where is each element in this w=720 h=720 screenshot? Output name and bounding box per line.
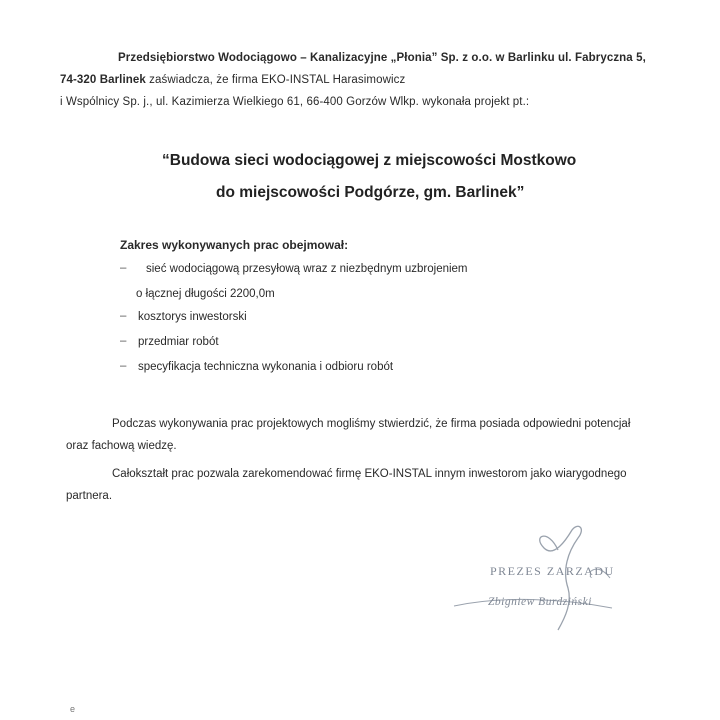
header-line-1: Przedsiębiorstwo Wodociągowo – Kanalizacyjne „Płonia” Sp. z o.o. w Barlinku ul. Fabryczna 5, [118, 52, 646, 64]
footer-mark: e [70, 704, 76, 714]
paragraph-1-line-1: Podczas wykonywania prac projektowych mogliśmy stwierdzić, że firma posiada odpowiedni potencjał [112, 418, 631, 430]
scope-bullet: – [120, 360, 127, 372]
header-city: 74-320 Barlinek [60, 74, 146, 86]
project-title-line-1: “Budowa sieci wodociągowej z miejscowości Mostkowo [162, 152, 577, 169]
scope-item-continuation: o łącznej długości 2200,0m [136, 288, 275, 300]
scope-item: kosztorys inwestorski [138, 311, 247, 323]
scope-bullet: – [120, 335, 127, 347]
project-title-line-2: do miejscowości Podgórze, gm. Barlinek” [216, 184, 525, 201]
scope-bullet: – [120, 262, 127, 274]
header-line-3: i Wspólnicy Sp. j., ul. Kazimierza Wielkiego 61, 66-400 Gorzów Wlkp. wykonała projekt pt.: [60, 96, 530, 108]
paragraph-2-line-2: partnera. [66, 490, 113, 502]
scope-heading: Zakres wykonywanych prac obejmował: [120, 238, 349, 252]
scope-bullet: – [120, 310, 127, 322]
paragraph-2-line-1: Całokształt prac pozwala zarekomendować firmę EKO-INSTAL innym inwestorom jako wiarygodnego [112, 468, 627, 480]
scope-item: specyfikacja techniczna wykonania i odbioru robót [138, 361, 394, 373]
header-line-2-rest: zaświadcza, że firma EKO-INSTAL Harasimowicz [145, 74, 406, 86]
stamp-title: PREZES ZARZĄDU [490, 564, 615, 578]
paragraph-1-line-2: oraz fachową wiedzę. [66, 440, 177, 452]
scope-item: przedmiar robót [138, 336, 219, 348]
stamp-name: Zbigniew Burdziński [488, 596, 592, 608]
header-line-2 [60, 74, 405, 86]
scope-item: sieć wodociągową przesyłową wraz z niezbędnym uzbrojeniem [146, 263, 468, 275]
